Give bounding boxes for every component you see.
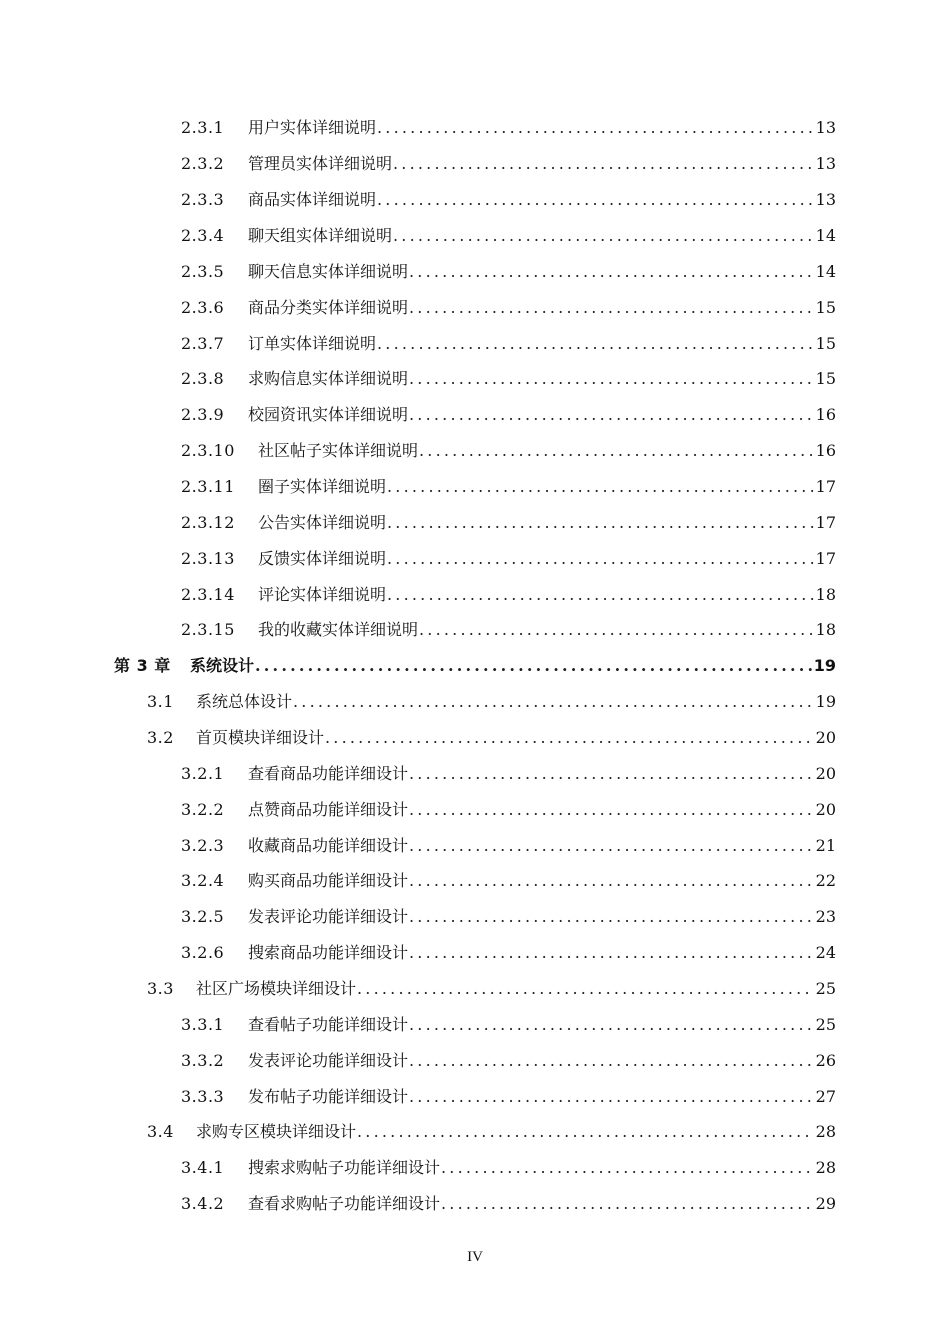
toc-entry-number: 2.3.14 <box>181 584 235 604</box>
toc-entry-title: 社区广场模块详细设计 <box>196 979 357 999</box>
toc-dot-leader <box>441 1158 814 1177</box>
toc-entry-number: 3.2.2 <box>181 799 225 819</box>
toc-dot-leader <box>393 226 814 245</box>
toc-entry-number: 3.3.1 <box>181 1014 225 1034</box>
toc-dot-leader <box>441 1194 814 1213</box>
toc-dot-leader <box>409 1087 814 1106</box>
toc-entry-title: 订单实体详细说明 <box>248 333 377 353</box>
toc-entry-page: 28 <box>815 1122 836 1142</box>
toc-subsection-entry[interactable] <box>0 396 950 432</box>
toc-entry-title: 评论实体详细说明 <box>258 584 387 604</box>
toc-entry-number: 2.3.9 <box>181 405 225 425</box>
toc-entry-number: 3.2.6 <box>181 943 225 963</box>
toc-subsection-entry[interactable] <box>0 1005 950 1041</box>
toc-dot-leader <box>387 513 814 532</box>
toc-subsection-entry[interactable] <box>0 181 950 217</box>
toc-entry-number: 3.2.5 <box>181 907 225 927</box>
toc-entry-line <box>181 1012 836 1035</box>
toc-subsection-entry[interactable] <box>0 288 950 324</box>
toc-subsection-entry[interactable] <box>0 934 950 970</box>
toc-dot-leader <box>325 728 814 747</box>
toc-entry-page: 25 <box>815 979 836 999</box>
toc-dot-leader <box>387 477 814 496</box>
toc-entry-number: 3.1 <box>147 692 174 712</box>
toc-entry-page: 18 <box>815 584 836 604</box>
toc-dot-leader <box>409 800 814 819</box>
toc-entry-page: 13 <box>815 154 836 174</box>
toc-entry-number: 2.3.5 <box>181 261 225 281</box>
toc-subsection-entry[interactable] <box>0 468 950 504</box>
toc-entry-page: 17 <box>815 548 836 568</box>
toc-entry-title: 反馈实体详细说明 <box>258 548 387 568</box>
toc-dot-leader <box>409 262 814 281</box>
toc-entry-page: 15 <box>815 369 836 389</box>
toc-entry-title: 商品实体详细说明 <box>248 190 377 210</box>
toc-entry-page: 17 <box>815 477 836 497</box>
toc-subsection-entry[interactable] <box>0 252 950 288</box>
toc-entry-page: 15 <box>815 333 836 353</box>
toc-entry-number: 2.3.8 <box>181 369 225 389</box>
toc-entry-title: 查看求购帖子功能详细设计 <box>248 1194 441 1214</box>
toc-entry-number: 2.3.12 <box>181 512 235 532</box>
toc-entry-page: 24 <box>815 943 836 963</box>
toc-subsection-entry[interactable] <box>0 1041 950 1077</box>
toc-dot-leader <box>419 620 814 639</box>
toc-entry-title: 商品分类实体详细说明 <box>248 297 409 317</box>
toc-entry-title: 聊天组实体详细说明 <box>248 226 393 245</box>
toc-subsection-entry[interactable] <box>0 503 950 539</box>
toc-entry-page: 16 <box>815 441 836 461</box>
toc-entry-number: 2.3.1 <box>181 118 225 138</box>
toc-entry-line <box>181 1048 836 1071</box>
toc-entry-page: 15 <box>815 297 836 317</box>
toc-entry-page: 14 <box>815 226 836 245</box>
toc-entry-title: 系统总体设计 <box>196 692 293 712</box>
toc-entry-page: 21 <box>815 835 836 855</box>
toc-entry-line <box>181 797 836 820</box>
toc-entry-line <box>181 474 836 497</box>
toc-entry-title: 发布帖子功能详细设计 <box>248 1086 409 1106</box>
toc-entry-line <box>181 761 836 784</box>
toc-entry-page: 19 <box>815 692 836 712</box>
toc-subsection-entry[interactable] <box>0 539 950 575</box>
toc-dot-leader <box>409 836 814 855</box>
toc-dot-leader <box>357 1122 814 1141</box>
toc-entry-title: 求购专区模块详细设计 <box>196 1122 357 1142</box>
toc-entry-title: 查看商品功能详细设计 <box>248 763 409 783</box>
toc-entry-page: 20 <box>815 799 836 819</box>
toc-dot-leader <box>409 405 814 424</box>
toc-entry-page: 22 <box>815 871 836 891</box>
toc-subsection-entry[interactable] <box>0 324 950 360</box>
toc-dot-leader <box>255 656 812 675</box>
toc-entry-title: 查看帖子功能详细设计 <box>248 1014 409 1034</box>
toc-dot-leader <box>409 1051 814 1070</box>
toc-entry-title: 聊天信息实体详细说明 <box>248 261 409 281</box>
toc-dot-leader <box>419 441 814 460</box>
toc-entry-number: 2.3.2 <box>181 154 225 174</box>
toc-subsection-entry[interactable] <box>0 754 950 790</box>
toc-entry-page: 26 <box>815 1050 836 1070</box>
toc-chapter-entry[interactable] <box>0 647 950 683</box>
toc-entry-line <box>181 1191 836 1214</box>
toc-entry-page: 16 <box>815 405 836 425</box>
toc-entry-page: 13 <box>815 190 836 210</box>
toc-entry-line <box>181 1155 836 1178</box>
toc-entry-number: 3.3 <box>147 979 174 999</box>
toc-entry-line <box>147 976 836 999</box>
toc-entry-line <box>181 295 836 318</box>
toc-subsection-entry[interactable] <box>0 145 950 181</box>
toc-entry-title: 收藏商品功能详细设计 <box>248 835 409 855</box>
toc-entry-number: 第 3 章 <box>114 656 171 676</box>
toc-entry-number: 3.4.1 <box>181 1158 225 1178</box>
toc-entry-page: 25 <box>815 1014 836 1034</box>
toc-entry-page: 23 <box>815 907 836 927</box>
toc-entry-line <box>181 510 836 533</box>
toc-entry-title: 搜索商品功能详细设计 <box>248 943 409 963</box>
toc-dot-leader <box>377 190 814 209</box>
toc-subsection-entry[interactable] <box>0 790 950 826</box>
toc-subsection-entry[interactable] <box>0 862 950 898</box>
toc-entry-title: 我的收藏实体详细说明 <box>258 620 419 640</box>
toc-entry-line <box>181 151 836 174</box>
toc-dot-leader <box>409 943 814 962</box>
toc-subsection-entry[interactable] <box>0 1149 950 1185</box>
toc-subsection-entry[interactable] <box>0 1185 950 1221</box>
toc-entry-number: 3.4 <box>147 1122 174 1142</box>
toc-entry-line <box>181 438 836 461</box>
toc-dot-leader <box>409 764 814 783</box>
toc-section-entry[interactable] <box>0 1113 950 1149</box>
toc-subsection-entry[interactable] <box>0 360 950 396</box>
toc-entry-number: 3.2 <box>147 728 174 748</box>
toc-entry-number: 3.3.3 <box>181 1086 225 1106</box>
toc-section-entry[interactable] <box>0 970 950 1006</box>
toc-dot-leader <box>409 1015 814 1034</box>
page-number-footer: IV <box>467 1249 483 1265</box>
toc-entry-title: 首页模块详细设计 <box>196 728 325 748</box>
toc-entry-title: 系统设计 <box>190 656 255 676</box>
toc-entry-number: 2.3.11 <box>181 477 235 497</box>
toc-subsection-entry[interactable] <box>0 575 950 611</box>
toc-entry-number: 2.3.3 <box>181 190 225 210</box>
toc-entry-page: 13 <box>815 118 836 138</box>
toc-entry-number: 2.3.7 <box>181 333 225 353</box>
toc-entry-line <box>181 366 836 389</box>
toc-entry-number: 2.3.10 <box>181 441 235 461</box>
toc-entry-number: 2.3.6 <box>181 297 225 317</box>
toc-entry-number: 3.2.4 <box>181 871 225 891</box>
toc-dot-leader <box>409 298 814 317</box>
toc-section-entry[interactable] <box>0 683 950 719</box>
toc-entry-page: 14 <box>815 261 836 281</box>
toc-entry-title: 公告实体详细说明 <box>258 512 387 532</box>
toc-dot-leader <box>409 907 814 926</box>
toc-subsection-entry[interactable] <box>0 1077 950 1113</box>
toc-entry-number: 2.3.4 <box>181 226 225 245</box>
toc-entry-title: 管理员实体详细说明 <box>248 154 393 174</box>
toc-entry-line <box>147 689 836 712</box>
toc-entry-title: 校园资讯实体详细说明 <box>248 405 409 425</box>
toc-entry-number: 3.4.2 <box>181 1194 225 1214</box>
toc-entry-line <box>147 1119 836 1142</box>
toc-dot-leader <box>293 692 814 711</box>
toc-subsection-entry[interactable] <box>0 217 950 253</box>
toc-entry-title: 圈子实体详细说明 <box>258 477 387 497</box>
toc-entry-page: 17 <box>815 512 836 532</box>
toc-dot-leader <box>387 549 814 568</box>
toc-entry-page: 20 <box>815 763 836 783</box>
toc-entry-page: 27 <box>815 1086 836 1106</box>
table-of-contents <box>0 109 950 1221</box>
toc-entry-title: 发表评论功能详细设计 <box>248 907 409 927</box>
toc-entry-title: 发表评论功能详细设计 <box>248 1050 409 1070</box>
toc-entry-title: 点赞商品功能详细设计 <box>248 799 409 819</box>
toc-entry-number: 3.2.1 <box>181 763 225 783</box>
toc-entry-number: 3.3.2 <box>181 1050 225 1070</box>
toc-dot-leader <box>409 369 814 388</box>
toc-entry-line <box>181 331 836 354</box>
toc-entry-line <box>181 223 836 246</box>
toc-entry-page: 20 <box>815 728 836 748</box>
toc-entry-line <box>181 940 836 963</box>
toc-entry-line <box>181 187 836 210</box>
toc-dot-leader <box>377 334 814 353</box>
toc-dot-leader <box>357 979 814 998</box>
toc-entry-page: 19 <box>813 656 836 676</box>
toc-entry-page: 28 <box>815 1158 836 1178</box>
toc-entry-line <box>181 115 836 138</box>
toc-entry-title: 社区帖子实体详细说明 <box>258 441 419 461</box>
toc-entry-title: 求购信息实体详细说明 <box>248 369 409 389</box>
toc-entry-line <box>181 402 836 425</box>
toc-entry-title: 搜索求购帖子功能详细设计 <box>248 1158 441 1178</box>
toc-dot-leader <box>409 871 814 890</box>
toc-entry-number: 3.2.3 <box>181 835 225 855</box>
toc-dot-leader <box>377 118 814 137</box>
toc-dot-leader <box>387 585 814 604</box>
toc-entry-line <box>181 582 836 605</box>
toc-entry-line <box>181 617 836 640</box>
toc-dot-leader <box>393 154 814 173</box>
toc-entry-line <box>181 546 836 569</box>
toc-entry-line <box>181 868 836 891</box>
toc-entry-line <box>181 833 836 856</box>
toc-subsection-entry[interactable] <box>0 826 950 862</box>
toc-entry-number: 2.3.15 <box>181 620 235 640</box>
toc-entry-title: 用户实体详细说明 <box>248 118 377 138</box>
toc-entry-number: 2.3.13 <box>181 548 235 568</box>
toc-entry-line <box>181 904 836 927</box>
toc-subsection-entry[interactable] <box>0 432 950 468</box>
toc-subsection-entry[interactable] <box>0 109 950 145</box>
toc-subsection-entry[interactable] <box>0 898 950 934</box>
toc-section-entry[interactable] <box>0 719 950 755</box>
toc-entry-page: 29 <box>815 1194 836 1214</box>
toc-entry-line <box>181 1084 836 1107</box>
toc-entry-line <box>114 653 836 676</box>
toc-entry-title: 购买商品功能详细设计 <box>248 871 409 891</box>
toc-entry-line <box>181 259 836 282</box>
toc-entry-page: 18 <box>815 620 836 640</box>
toc-entry-line <box>147 725 836 748</box>
toc-subsection-entry[interactable] <box>0 611 950 647</box>
